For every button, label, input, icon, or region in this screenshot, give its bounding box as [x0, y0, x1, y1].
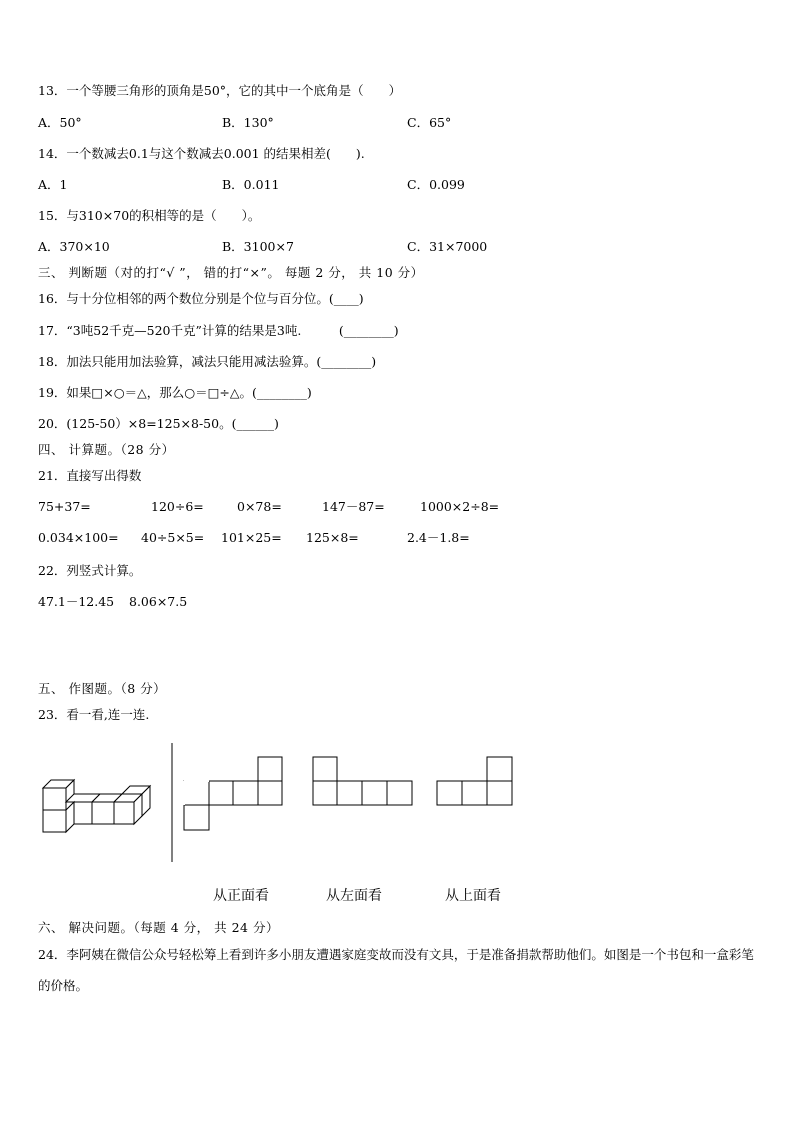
question-23-title: 23．看一看,连一连.	[38, 707, 150, 722]
calc-item: 1000×2÷8=	[420, 499, 500, 514]
calc-item: 40÷5×5=	[141, 530, 205, 545]
calc-item: 101×25=	[221, 530, 282, 545]
calc-item: 2.4－1.8=	[407, 530, 470, 545]
question-13: 13．一个等腰三角形的顶角是50°，它的其中一个底角是（ ）	[38, 83, 402, 98]
section-4-heading: 四、 计算题。（28 分）	[38, 442, 175, 457]
q15-option-c: C．31×7000	[407, 239, 488, 254]
section-3-heading: 三、 判断题（对的打“√ ”， 错的打“×”。 每题 2 分， 共 10 分）	[38, 265, 424, 280]
q15-option-a: A．370×10	[38, 239, 110, 254]
question-15: 15．与310×70的积相等的是（ ）。	[38, 208, 261, 223]
q15-option-b: B．3100×7	[222, 239, 294, 254]
q13-option-a: A．50°	[38, 115, 82, 130]
q13-option-b: B．130°	[222, 115, 274, 130]
calc-item: 0.034×100=	[38, 530, 119, 545]
view-label-top: 从上面看	[445, 888, 501, 904]
question-22-title: 22．列竖式计算。	[38, 563, 142, 578]
question-24: 24．李阿姨在微信公众号轻松筹上看到许多小朋友遭遇家庭变故而没有文具，于是准备捐款帮助他们。如图是一个书包和一盒彩笔的价格。	[38, 947, 754, 993]
question-17: 17．“3吨52千克—520千克”计算的结果是3吨. (________)	[38, 323, 399, 338]
calc-item: 147－87=	[322, 499, 385, 514]
vertical-calc-item: 47.1－12.45	[38, 594, 115, 609]
view-label-front: 从正面看	[213, 888, 269, 904]
question-16: 16．与十分位相邻的两个数位分别是个位与百分位。(____)	[38, 291, 364, 306]
calc-item: 125×8=	[306, 530, 359, 545]
calc-item: 0×78=	[237, 499, 282, 514]
q14-option-a: A．1	[38, 177, 68, 192]
calc-item: 75+37=	[38, 499, 91, 514]
section-5-heading: 五、 作图题。（8 分）	[38, 681, 167, 696]
section-6-heading: 六、 解决问题。（每题 4 分， 共 24 分）	[38, 920, 279, 935]
question-19: 19．如果□×○＝△，那么○＝□÷△。(________)	[38, 385, 312, 400]
question-18: 18．加法只能用加法验算，减法只能用减法验算。(________)	[38, 354, 377, 369]
calc-item: 120÷6=	[151, 499, 204, 514]
question-14: 14．一个数减去0.1与这个数减去0.001 的结果相差( ).	[38, 146, 365, 161]
q13-option-c: C．65°	[407, 115, 452, 130]
q14-option-c: C．0.099	[407, 177, 465, 192]
vertical-calc-item: 8.06×7.5	[129, 594, 188, 609]
question-21-title: 21．直接写出得数	[38, 468, 142, 483]
question-20: 20．(125-50）×8=125×8-50。(______)	[38, 416, 279, 431]
view-label-left: 从左面看	[326, 888, 382, 904]
q14-option-b: B．0.011	[222, 177, 280, 192]
